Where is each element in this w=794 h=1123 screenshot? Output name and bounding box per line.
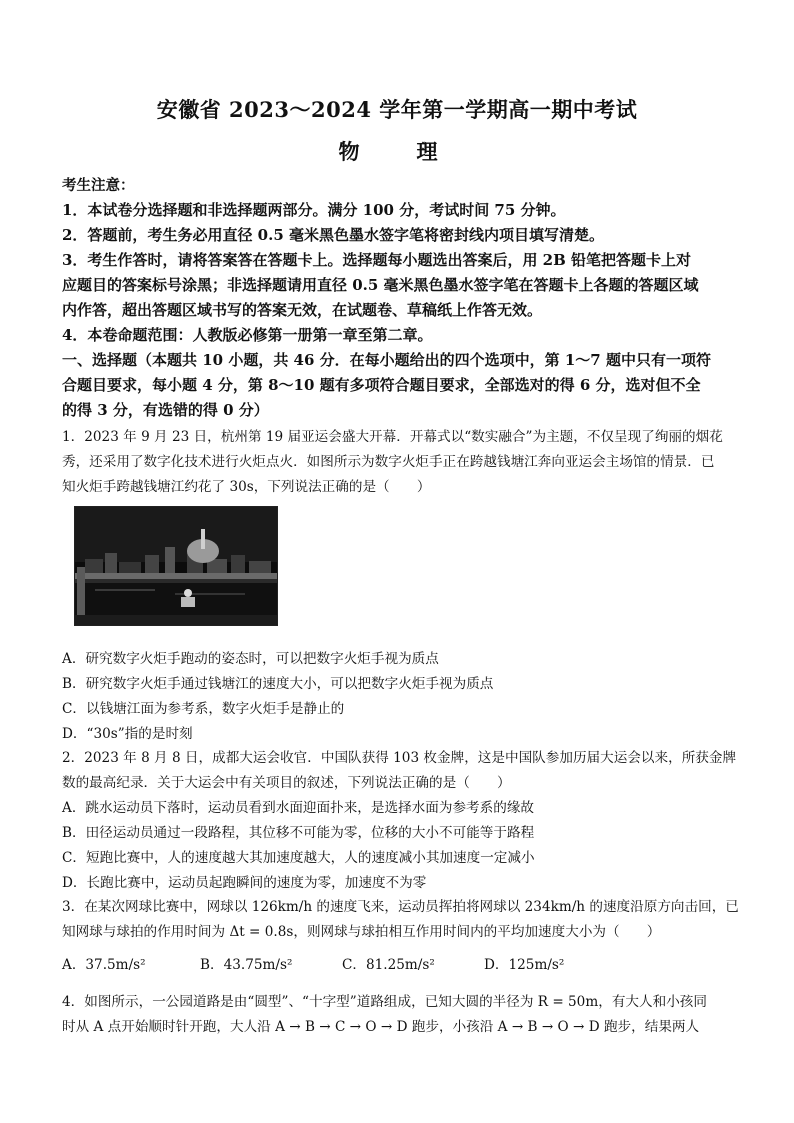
question-2-option-a: A．跳水运动员下落时，运动员看到水面迎面扑来，是选择水面为参考系的缘故 xyxy=(62,800,535,816)
notice-line: 内作答，超出答题区域书写的答案无效，在试题卷、草稿纸上作答无效。 xyxy=(62,301,543,319)
subject-title: 物 理 xyxy=(338,139,456,164)
question-4-stem: 时从 A 点开始顺时针开跑，大人沿 A → B → C → O → D 跑步，小孩沿 A → B → O → D 跑步，结果两人 xyxy=(62,1019,700,1035)
question-3-option-d: D．125m/s² xyxy=(484,957,565,973)
section-instruction: 一、选择题（本题共 10 小题，共 46 分．在每小题给出的四个选项中，第 1～7 题中只有一项符 xyxy=(62,351,711,369)
question-1-option-a: A．研究数字火炬手跑动的姿态时，可以把数字火炬手视为质点 xyxy=(62,651,439,667)
notice-line: 1．本试卷分选择题和非选择题两部分。满分 100 分，考试时间 75 分钟。 xyxy=(62,201,566,219)
exam-title: 安徽省 2023～2024 学年第一学期高一期中考试 xyxy=(156,97,638,122)
section-instruction: 合题目要求，每小题 4 分，第 8～10 题有多项符合题目要求，全部选对的得 6 分，选对但不全 xyxy=(62,376,701,394)
question-2-stem: 2．2023 年 8 月 8 日，成都大运会收官．中国队获得 103 枚金牌，这是中国队参加历届大运会以来，所获金牌 xyxy=(62,750,737,766)
question-2-option-b: B．田径运动员通过一段路程，其位移不可能为零，位移的大小不可能等于路程 xyxy=(62,825,535,841)
question-1-option-b: B．研究数字火炬手通过钱塘江的速度大小，可以把数字火炬手视为质点 xyxy=(62,676,494,692)
question-2-option-c: C．短跑比赛中，人的速度越大其加速度越大，人的速度减小其加速度一定减小 xyxy=(62,850,535,866)
question-3-stem: 3．在某次网球比赛中，网球以 126km/h 的速度飞来，运动员挥拍将网球以 234km/h 的速度沿原方向击回，已 xyxy=(62,899,739,915)
question-3-option-a: A．37.5m/s² xyxy=(62,957,146,973)
question-1-option-c: C．以钱塘江面为参考系，数字火炬手是静止的 xyxy=(62,701,345,717)
torchbearer-night-photo xyxy=(74,506,278,626)
question-1-stem: 知火炬手跨越钱塘江约花了 30s，下列说法正确的是（ ） xyxy=(62,479,431,495)
question-3-stem: 知网球与球拍的作用时间为 Δt = 0.8s，则网球与球拍相互作用时间内的平均加速度大小为（ ） xyxy=(62,924,661,940)
question-3-option-b: B．43.75m/s² xyxy=(200,957,293,973)
notice-line: 应题目的答案标号涂黑；非选择题请用直径 0.5 毫米黑色墨水签字笔在答题卡上各题的答题区域 xyxy=(62,276,699,294)
question-3-option-c: C．81.25m/s² xyxy=(342,957,435,973)
question-1-option-d: D．“30s”指的是时刻 xyxy=(62,726,193,742)
notice-line: 4．本卷命题范围：人教版必修第一册第一章至第二章。 xyxy=(62,326,433,344)
notice-line: 2．答题前，考生务必用直径 0.5 毫米黑色墨水签字笔将密封线内项目填写清楚。 xyxy=(62,226,604,244)
question-1-stem: 秀，还采用了数字化技术进行火炬点火．如图所示为数字火炬手正在跨越钱塘江奔向亚运会主场馆的情景．已 xyxy=(62,454,715,470)
question-2-stem: 数的最高纪录．关于大运会中有关项目的叙述，下列说法正确的是（ ） xyxy=(62,775,511,791)
notice-line: 3．考生作答时，请将答案答在答题卡上。选择题每小题选出答案后，用 2B 铅笔把答题卡上对 xyxy=(62,251,692,269)
question-4-stem: 4．如图所示，一公园道路是由“圆型”、“十字型”道路组成，已知大圆的半径为 R = 50m，有大人和小孩同 xyxy=(62,994,707,1010)
question-2-option-d: D．长跑比赛中，运动员起跑瞬间的速度为零，加速度不为零 xyxy=(62,875,427,891)
question-1-stem: 1．2023 年 9 月 23 日，杭州第 19 届亚运会盛大开幕．开幕式以“数实融合”为主题，不仅呈现了绚丽的烟花 xyxy=(62,429,723,445)
notice-heading: 考生注意： xyxy=(62,177,135,194)
section-instruction: 的得 3 分，有选错的得 0 分） xyxy=(62,401,269,419)
